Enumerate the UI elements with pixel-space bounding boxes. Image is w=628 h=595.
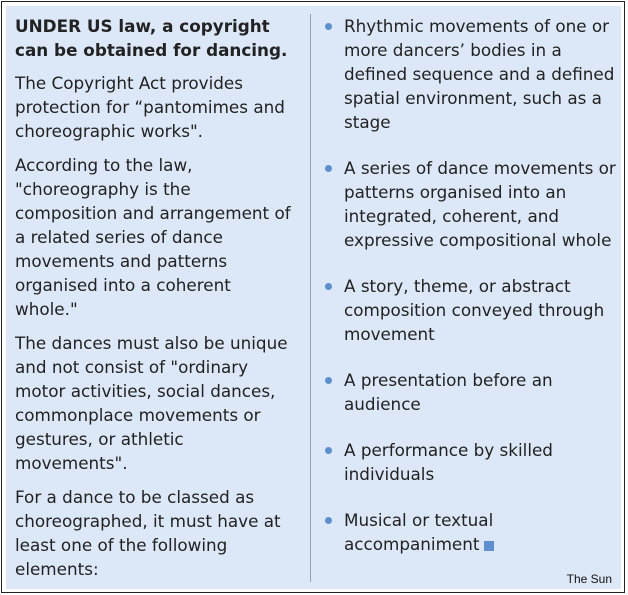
source-credit: The Sun <box>566 572 612 586</box>
lead-heading: UNDER US law, a copyright can be obtained for dancing. <box>15 16 288 60</box>
infobox-panel <box>6 6 621 589</box>
bullet-icon <box>325 447 332 454</box>
bullet-icon <box>325 165 332 172</box>
list-item <box>322 508 617 556</box>
paragraph-uniqueness: The dances must also be unique and not consist of "ordinary motor activities, social dances, commonplace movements or gestures, or athletic movements". <box>15 333 288 473</box>
left-column <box>15 14 297 591</box>
paragraph-requirements: For a dance to be classed as choreographed, it must have at least one of the following elements: <box>15 487 281 579</box>
list-item-text: A story, theme, or abstract composition conveyed through movement <box>344 276 605 344</box>
list-item <box>322 438 617 486</box>
list-item <box>322 368 617 416</box>
bullet-icon <box>325 23 332 30</box>
paragraph-copyright-act: The Copyright Act provides protection for “pantomimes and choreographic works". <box>15 73 285 141</box>
bullet-icon <box>325 377 332 384</box>
bullet-icon <box>325 283 332 290</box>
column-divider <box>310 14 311 582</box>
list-item <box>322 14 617 134</box>
list-item-text: A presentation before an audience <box>344 370 553 414</box>
list-item-text: Musical or textual accompaniment <box>344 510 494 554</box>
end-square-icon <box>484 541 494 551</box>
list-item-text: Rhythmic movements of one or more dancers’ bodies in a defined sequence and a defined spatial environment, such as a stage <box>344 16 615 132</box>
list-item <box>322 274 617 346</box>
list-item-text: A performance by skilled individuals <box>344 440 553 484</box>
list-item-text: A series of dance movements or patterns organised into an integrated, coherent, and expressive compositional whole <box>344 158 616 250</box>
list-item <box>322 156 617 252</box>
bullet-icon <box>325 517 332 524</box>
elements-list <box>322 14 617 578</box>
paragraph-definition: According to the law, "choreography is the composition and arrangement of a related series of dance movements and patterns organised into a coherent whole." <box>15 155 291 319</box>
infobox-frame <box>1 1 625 593</box>
